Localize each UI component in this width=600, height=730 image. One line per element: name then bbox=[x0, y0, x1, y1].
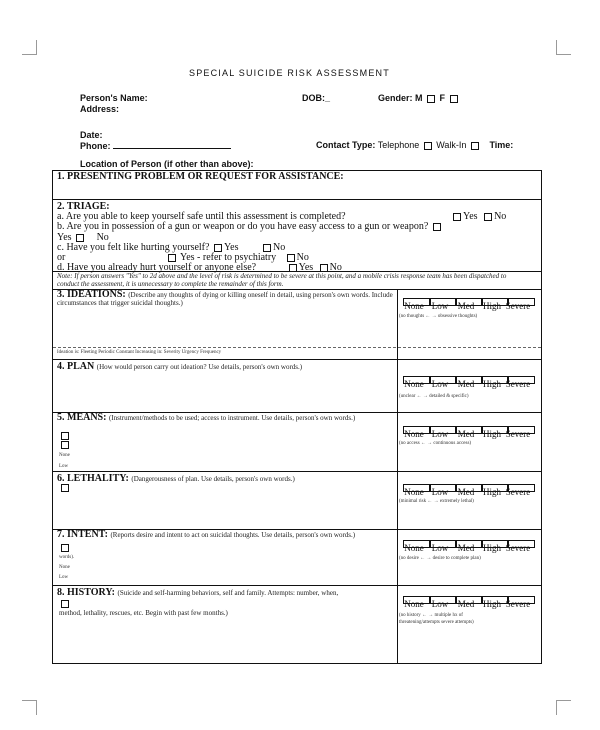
history-scale-labels: None Low Med High Severe bbox=[404, 599, 531, 609]
triage-b-yes: Yes No bbox=[57, 232, 109, 243]
section-3-heading: 3. IDEATIONS: bbox=[57, 289, 126, 300]
triage-a-answers: Yes No bbox=[451, 211, 506, 222]
telephone-checkbox[interactable] bbox=[424, 142, 432, 150]
section-6-heading: 6. LETHALITY: bbox=[57, 473, 129, 484]
persons-name-label: Person's Name: bbox=[80, 93, 148, 103]
triage-note: Note: If person answers "Yes" to 2d above and the level of risk is determined to be severe at this point, and a mobile crisis response team has been dispatched to conduct the assessment, it is unnecessary to complete the remainder of this form. bbox=[57, 272, 507, 288]
section-6-description: (Dangerousness of plan. Use details, person's own words.) bbox=[131, 475, 295, 483]
section-4 bbox=[57, 361, 302, 372]
divider bbox=[53, 199, 541, 200]
scale-column-divider bbox=[397, 289, 398, 663]
triage-question-d: d. Have you already hurt yourself or anyone else? Yes No bbox=[57, 262, 342, 273]
divider bbox=[53, 585, 541, 586]
section-8-heading: 8. HISTORY: bbox=[57, 587, 116, 598]
crop-mark-top-right bbox=[556, 40, 571, 55]
gender-m-label: Gender: M bbox=[378, 93, 423, 103]
intent-options: words). None Low bbox=[59, 544, 74, 582]
means-scale-labels: None Low Med High Severe bbox=[404, 429, 531, 439]
history-scale-anchor-2: threatening/attempts severe attempts) bbox=[399, 620, 474, 625]
lethality-scale-anchor: (minimal risk ← → extremely lethal) bbox=[399, 499, 474, 504]
triage-b-yes-checkbox[interactable] bbox=[76, 234, 84, 242]
gender-m-checkbox[interactable] bbox=[427, 95, 435, 103]
phone-label: Phone: bbox=[80, 141, 111, 151]
triage-c-no-checkbox[interactable] bbox=[263, 244, 271, 252]
contact-type-field bbox=[316, 140, 513, 150]
section-4-description: (How would person carry out ideation? Use details, person's own words.) bbox=[96, 363, 303, 371]
history-scale-anchor-1: (no history ← → multiple hx of bbox=[399, 613, 463, 618]
divider bbox=[53, 412, 541, 413]
divider bbox=[53, 359, 541, 360]
lethality-option-1-checkbox[interactable] bbox=[61, 484, 69, 492]
section-3 bbox=[57, 291, 393, 307]
plan-scale-labels: None Low Med High Severe bbox=[404, 379, 531, 389]
section-7-heading: 7. INTENT: bbox=[57, 529, 108, 540]
divider bbox=[53, 347, 541, 348]
plan-scale-anchor: (unclear ← → detailed & specific) bbox=[399, 394, 469, 399]
section-8 bbox=[57, 587, 338, 598]
divider bbox=[53, 471, 541, 472]
intent-scale-labels: None Low Med High Severe bbox=[404, 543, 531, 553]
means-options: None Low bbox=[59, 431, 71, 471]
assessment-form-table bbox=[52, 170, 542, 664]
form-title: SPECIAL SUICIDE RISK ASSESSMENT bbox=[189, 68, 390, 78]
section-3-description: (Describe any thoughts of dying or killing oneself in detail, using person's own words. Include circumstances that trigger suicidal thoughts.) bbox=[57, 291, 393, 307]
crop-mark-top-left bbox=[22, 40, 37, 55]
triage-c-refer-no-checkbox[interactable] bbox=[287, 254, 295, 262]
dob-label: DOB:_ bbox=[302, 93, 331, 103]
means-option-2-checkbox[interactable] bbox=[61, 441, 69, 449]
section-2-heading: 2. TRIAGE: bbox=[57, 201, 110, 212]
triage-a-no-checkbox[interactable] bbox=[484, 213, 492, 221]
triage-c-refer-checkbox[interactable] bbox=[168, 254, 176, 262]
date-label: Date: bbox=[80, 130, 103, 140]
section-7 bbox=[57, 531, 393, 539]
section-5-description: (Instrument/methods to be used; access to instrument. Use details, person's own words.) bbox=[108, 414, 356, 422]
means-option-1-checkbox[interactable] bbox=[61, 432, 69, 440]
history-option-1-checkbox[interactable] bbox=[61, 600, 69, 608]
walk-in-checkbox[interactable] bbox=[471, 142, 479, 150]
triage-question-a: a. Are you able to keep yourself safe until this assessment is completed? bbox=[57, 211, 346, 222]
walk-in-label: Walk-In bbox=[436, 140, 467, 150]
gender-field bbox=[378, 93, 460, 103]
triage-c-refer: or Yes - refer to psychiatry No bbox=[57, 252, 309, 263]
triage-c-yes-checkbox[interactable] bbox=[214, 244, 222, 252]
divider bbox=[53, 529, 541, 530]
section-7-description: (Reports desire and intent to act on suicidal thoughts. Use details, person's own words.) bbox=[110, 531, 356, 539]
intent-option-1-checkbox[interactable] bbox=[61, 544, 69, 552]
address-label: Address: bbox=[80, 104, 120, 114]
contact-type-label: Contact Type: bbox=[316, 140, 376, 150]
gender-f-label: F bbox=[439, 93, 446, 103]
section-4-heading: 4. PLAN bbox=[57, 361, 95, 372]
triage-question-c: c. Have you felt like hurting yourself? Yes No bbox=[57, 242, 286, 253]
ideation-qualifiers: Ideation is: Fleeting Periodic Constant Increasing in: Severity Urgency Frequency bbox=[57, 350, 222, 355]
location-label: Location of Person (if other than above): bbox=[80, 159, 254, 169]
section-1-heading: 1. PRESENTING PROBLEM OR REQUEST FOR ASSISTANCE: bbox=[57, 171, 344, 182]
lethality-scale-labels: None Low Med High Severe bbox=[404, 487, 531, 497]
gender-f-checkbox[interactable] bbox=[450, 95, 458, 103]
telephone-label: Telephone bbox=[377, 140, 420, 150]
section-8-description: (Suicide and self-harming behaviors, self and family. Attempts: number, when, bbox=[117, 589, 339, 597]
section-5 bbox=[57, 414, 393, 422]
phone-underline[interactable] bbox=[113, 140, 231, 149]
section-6 bbox=[57, 473, 295, 484]
means-scale-anchor: (no access ← → continuous access) bbox=[399, 441, 472, 446]
history-options: method, lethality, rescues, etc. Begin with past few months.) bbox=[59, 599, 228, 618]
ideation-scale-anchor: (no thoughts ← → obsessive thoughts) bbox=[399, 314, 478, 319]
triage-question-b: b. Are you in possession of a gun or weapon or do you have easy access to a gun or weapon? bbox=[57, 221, 443, 232]
triage-b-checkbox[interactable] bbox=[433, 223, 441, 231]
intent-scale-anchor: (no desire ← → desire to complete plan) bbox=[399, 556, 481, 561]
triage-a-yes-checkbox[interactable] bbox=[453, 213, 461, 221]
crop-mark-bottom-left bbox=[22, 700, 37, 715]
ideation-scale-labels: None Low Med High Severe bbox=[404, 301, 531, 311]
time-label: Time: bbox=[489, 140, 514, 150]
phone-field bbox=[80, 140, 231, 151]
lethality-options bbox=[59, 483, 71, 492]
section-5-heading: 5. MEANS: bbox=[57, 412, 107, 423]
crop-mark-bottom-right bbox=[556, 700, 571, 715]
